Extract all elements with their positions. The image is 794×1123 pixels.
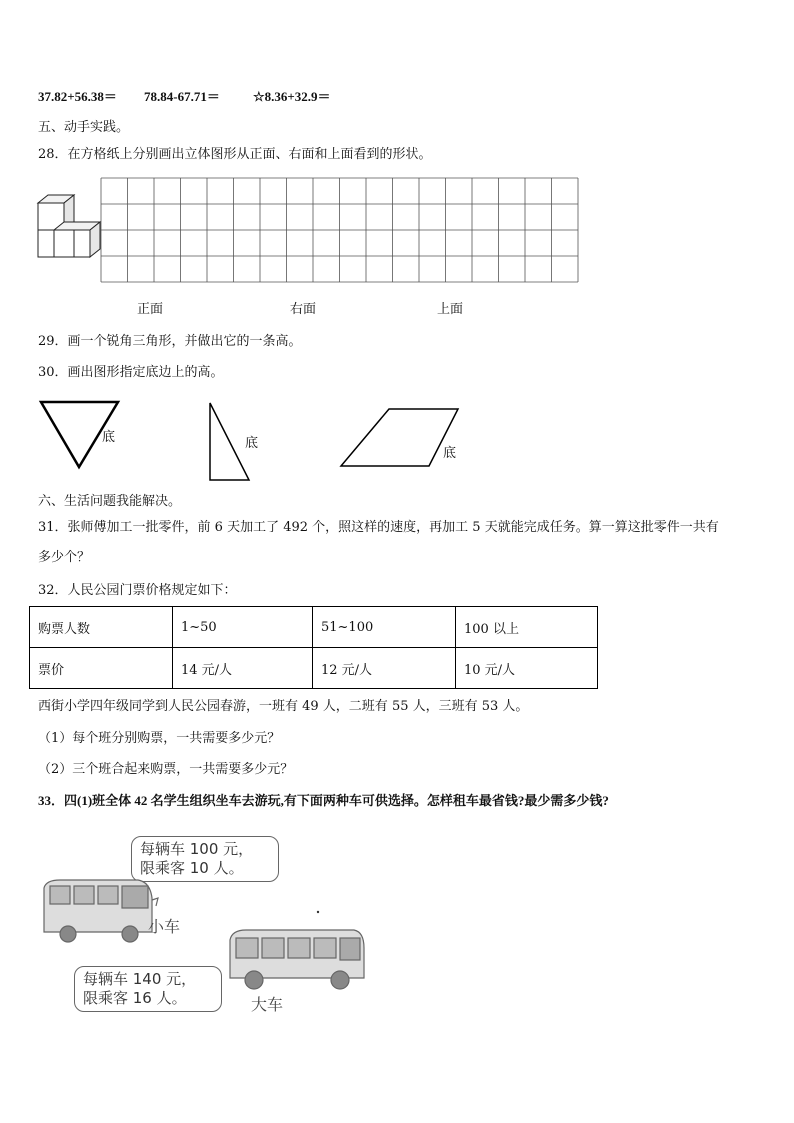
question-31-line-2: 多少个？	[38, 550, 91, 565]
table-cell: 购票人数	[30, 607, 173, 648]
table-cell: 51~100	[313, 607, 456, 648]
big-bus-label: 大车	[251, 995, 284, 1014]
question-31-line-1: 31．张师傅加工一批零件，前 6 天加工了 492 个，照这样的速度，再加工 5 天就能完成任务。算一算这批零件一共有	[38, 520, 719, 535]
right-triangle-base-label: 底	[245, 436, 259, 451]
small-bus-label: 小车	[148, 917, 181, 936]
label-front-view: 正面	[137, 302, 164, 317]
section-5-heading: 五、动手实践。	[38, 120, 130, 135]
parallelogram-base-label: 底	[443, 446, 457, 461]
table-cell: 100 以上	[456, 607, 598, 648]
expression-1: 37.82+56.38＝	[38, 89, 117, 104]
small-bus-capacity: 限乘客 10 人。	[140, 859, 244, 877]
small-bus-icon	[44, 880, 152, 942]
question-32-sub-2: （2）三个班合起来购票，一共需要多少元？	[38, 762, 294, 777]
table-cell: 10 元/人	[456, 648, 598, 689]
cube-stack-figure	[38, 195, 100, 257]
table-row	[30, 607, 598, 648]
question-28-figure	[34, 176, 586, 288]
big-bus-capacity: 限乘客 16 人。	[83, 989, 187, 1007]
question-32-sub-1: （1）每个班分别购票，一共需要多少元？	[38, 731, 281, 746]
small-bus-price: 每辆车 100 元，	[140, 840, 254, 858]
expression-2: 78.84-67.71＝	[144, 89, 220, 104]
label-right-view: 右面	[290, 302, 317, 317]
ticket-price-table	[29, 606, 598, 689]
big-bus-icon	[230, 930, 364, 989]
big-bus-price: 每辆车 140 元，	[83, 970, 197, 988]
question-28-text: 28．在方格纸上分别画出立体图形从正面、右面和上面看到的形状。	[38, 147, 432, 162]
right-triangle	[210, 403, 249, 480]
question-32-text: 32．人民公园门票价格规定如下：	[38, 583, 237, 598]
question-33-text: 33．四(1)班全体 42 名学生组织坐车去游玩,有下面两种车可供选择。怎样租车最省钱?最少需多少钱?	[38, 793, 609, 808]
question-32-description: 西街小学四年级同学到人民公园春游，一班有 49 人，二班有 55 人，三班有 53 人。	[38, 699, 529, 714]
parallelogram	[341, 409, 458, 466]
table-cell: 12 元/人	[313, 648, 456, 689]
big-bus-price-bubble	[74, 966, 222, 1012]
section-6-heading: 六、生活问题我能解决。	[38, 494, 182, 509]
table-cell: 14 元/人	[173, 648, 313, 689]
table-row	[30, 648, 598, 689]
table-cell: 票价	[30, 648, 173, 689]
expression-3: ☆8.36+32.9＝	[253, 89, 331, 104]
table-cell: 1~50	[173, 607, 313, 648]
triangle-base-label: 底	[102, 430, 116, 445]
question-30-text: 30．画出图形指定底边上的高。	[38, 365, 224, 380]
question-29-text: 29．画一个锐角三角形，并做出它的一条高。	[38, 334, 302, 349]
label-top-view: 上面	[437, 302, 464, 317]
